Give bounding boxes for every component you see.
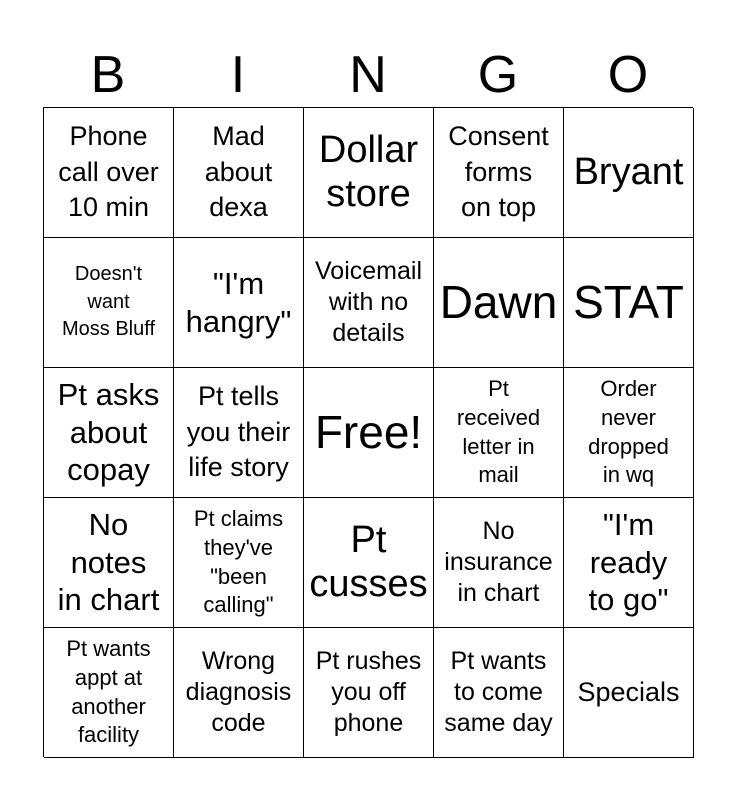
bingo-cell[interactable]: Consent forms on top <box>434 108 564 238</box>
header-letter-b: B <box>90 46 126 104</box>
header-letter-o: O <box>607 46 649 104</box>
bingo-cell[interactable]: Wrong diagnosis code <box>174 628 304 758</box>
header-letter-g: G <box>477 46 519 104</box>
header-letter-i: I <box>230 46 246 104</box>
bingo-cell[interactable]: Pt tells you their life story <box>174 368 304 498</box>
bingo-cell[interactable]: Pt asks about copay <box>44 368 174 498</box>
bingo-cell[interactable]: Dawn <box>434 238 564 368</box>
bingo-board <box>43 107 693 757</box>
free-space-cell[interactable]: Free! <box>304 368 434 498</box>
bingo-cell[interactable]: "I'm ready to go" <box>564 498 694 628</box>
bingo-cell[interactable]: Pt wants to come same day <box>434 628 564 758</box>
bingo-cell[interactable]: Doesn't want Moss Bluff <box>44 238 174 368</box>
bingo-cell[interactable]: Pt received letter in mail <box>434 368 564 498</box>
bingo-cell[interactable]: Specials <box>564 628 694 758</box>
bingo-cell[interactable]: Bryant <box>564 108 694 238</box>
bingo-cell[interactable]: Pt rushes you off phone <box>304 628 434 758</box>
bingo-cell[interactable]: No notes in chart <box>44 498 174 628</box>
bingo-cell[interactable]: Voicemail with no details <box>304 238 434 368</box>
bingo-header <box>43 44 693 106</box>
bingo-cell[interactable]: Pt claims they've "been calling" <box>174 498 304 628</box>
bingo-cell[interactable]: Phone call over 10 min <box>44 108 174 238</box>
bingo-cell[interactable]: Pt wants appt at another facility <box>44 628 174 758</box>
bingo-cell[interactable]: Dollar store <box>304 108 434 238</box>
bingo-cell[interactable]: "I'm hangry" <box>174 238 304 368</box>
bingo-cell[interactable]: No insurance in chart <box>434 498 564 628</box>
bingo-cell[interactable]: Pt cusses <box>304 498 434 628</box>
header-letter-n: N <box>349 46 387 104</box>
bingo-cell[interactable]: STAT <box>564 238 694 368</box>
bingo-cell[interactable]: Order never dropped in wq <box>564 368 694 498</box>
bingo-cell[interactable]: Mad about dexa <box>174 108 304 238</box>
